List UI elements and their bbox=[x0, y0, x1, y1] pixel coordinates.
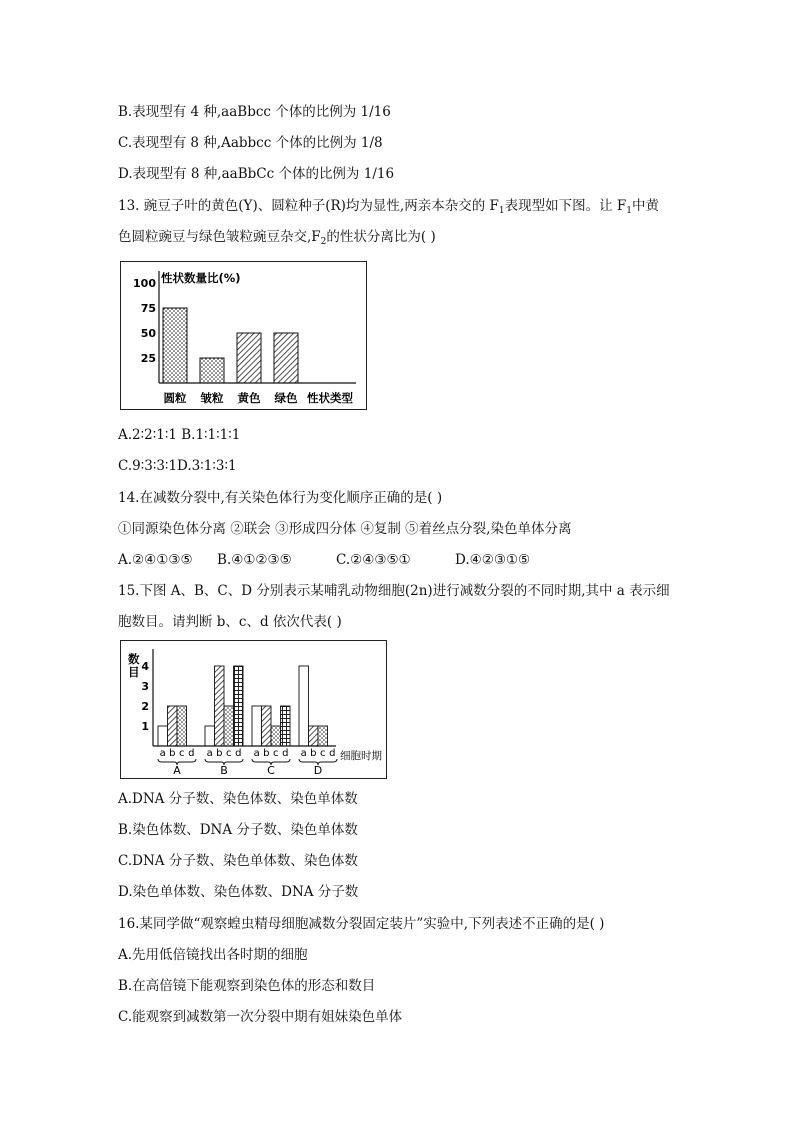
q12-option-c: C.表现型有 8 种,Aabbcc 个体的比例为 1/8 bbox=[118, 135, 383, 151]
q15-subcategory-label: c bbox=[273, 748, 279, 759]
q13-y-tick-label: 50 bbox=[140, 327, 156, 340]
q15-bar-C-d bbox=[281, 706, 291, 746]
q13-y-label: 性状数量比(%) bbox=[161, 271, 241, 285]
q13-category-label: 黄色 bbox=[237, 391, 261, 405]
q15-option-c: C.DNA 分子数、染色单体数、染色体数 bbox=[118, 853, 358, 869]
q15-subcategory-label: c bbox=[320, 748, 326, 759]
q13-chart bbox=[120, 261, 367, 410]
q13-category-label: 圆粒 bbox=[163, 391, 187, 405]
q15-subcategory-label: b bbox=[310, 748, 317, 759]
q15-bar-A-a bbox=[158, 726, 168, 746]
q15-y-tick-label: 2 bbox=[141, 700, 149, 713]
q15-category-label: B bbox=[220, 764, 228, 777]
q15-subcategory-label: d bbox=[282, 748, 289, 759]
q15-y-tick-label: 4 bbox=[141, 660, 149, 673]
q15-y-tick-label: 3 bbox=[141, 680, 149, 693]
q15-bar-B-b bbox=[215, 666, 225, 746]
q15-bar-chart bbox=[121, 641, 386, 778]
q15-subcategory-label: d bbox=[329, 748, 336, 759]
q12-option-b: B.表现型有 4 种,aaBbcc 个体的比例为 1/16 bbox=[118, 104, 391, 120]
q15-x-label: 细胞时期 bbox=[340, 750, 382, 762]
q13-bar-chart bbox=[121, 262, 366, 409]
q14-stem: 14.在减数分裂中,有关染色体行为变化顺序正确的是( ) bbox=[118, 490, 443, 506]
q13-bar-2 bbox=[200, 358, 224, 383]
q13-x-label: 性状类型 bbox=[307, 391, 353, 405]
q15-bar-B-c bbox=[224, 706, 234, 746]
q15-chart bbox=[120, 640, 387, 779]
q15-y-label: 数目 bbox=[128, 652, 140, 679]
q16-stem: 16.某同学做“观察蝗虫精母细胞减数分裂固定装片”实验中,下列表述不正确的是( ) bbox=[118, 916, 605, 932]
q13-y-tick-label: 100 bbox=[133, 277, 156, 290]
q13-y-tick-label: 75 bbox=[140, 302, 156, 315]
q15-option-d: D.染色单体数、染色体数、DNA 分子数 bbox=[118, 884, 359, 900]
q14-option-c: C.②④③⑤① bbox=[336, 552, 411, 568]
q15-stem-line1: 15.下图 A、B、C、D 分别表示某哺乳动物细胞(2n)进行减数分裂的不同时期,其中 a 表示细 bbox=[118, 583, 670, 599]
q15-bar-B-a bbox=[205, 726, 215, 746]
q15-bar-D-b bbox=[309, 726, 319, 746]
q13-y-tick-label: 25 bbox=[140, 352, 156, 365]
q15-subcategory-label: b bbox=[169, 748, 176, 759]
q15-stem-line2: 胞数目。请判断 b、c、d 依次代表( ) bbox=[118, 614, 342, 630]
q15-subcategory-label: c bbox=[179, 748, 185, 759]
q15-subcategory-label: a bbox=[159, 748, 166, 759]
q15-subcategory-label: b bbox=[263, 748, 270, 759]
q13-options-row2: C.9∶3∶3∶1D.3∶1∶3∶1 bbox=[118, 458, 237, 474]
q15-category-label: C bbox=[267, 764, 275, 777]
q15-subcategory-label: a bbox=[253, 748, 260, 759]
q13-options-row1: A.2∶2∶1∶1 B.1∶1∶1∶1 bbox=[118, 427, 241, 443]
q15-option-b: B.染色体数、DNA 分子数、染色单体数 bbox=[118, 822, 358, 838]
q13-bar-4 bbox=[274, 333, 298, 383]
q15-subcategory-label: d bbox=[235, 748, 242, 759]
q15-y-tick-label: 1 bbox=[141, 720, 149, 733]
q15-bar-C-c bbox=[271, 726, 281, 746]
q13-bar-3 bbox=[237, 333, 261, 383]
q14-option-b: B.④①②③⑤ bbox=[217, 552, 292, 568]
q13-bar-1 bbox=[163, 308, 187, 383]
q15-category-label: D bbox=[313, 764, 323, 777]
q12-option-d: D.表现型有 8 种,aaBbCc 个体的比例为 1/16 bbox=[118, 166, 395, 182]
q15-bar-C-b bbox=[262, 706, 272, 746]
q13-stem-line1: 13. 豌豆子叶的黄色(Y)、圆粒种子(R)均为显性,两亲本杂交的 $F_1$表现型如下图。让 $F_1$中黄 bbox=[118, 198, 659, 216]
q15-bar-A-b bbox=[168, 706, 178, 746]
q16-option-c: C.能观察到减数第一次分裂中期有姐妹染色单体 bbox=[118, 1009, 403, 1025]
q15-bar-D-a bbox=[299, 666, 309, 746]
q13-category-label: 绿色 bbox=[274, 391, 298, 405]
q15-subcategory-label: a bbox=[300, 748, 307, 759]
q15-bar-B-d bbox=[234, 666, 244, 746]
q15-subcategory-label: b bbox=[216, 748, 223, 759]
q15-subcategory-label: a bbox=[206, 748, 213, 759]
q16-option-a: A.先用低倍镜找出各时期的细胞 bbox=[118, 947, 308, 963]
q14-option-a: A.②④①③⑤ bbox=[118, 552, 193, 568]
q15-bar-D-c bbox=[318, 726, 328, 746]
q13-stem-line2: 色圆粒豌豆与绿色皱粒豌豆杂交$,F_2$的性状分离比为( ) bbox=[118, 229, 436, 247]
q15-subcategory-label: c bbox=[226, 748, 232, 759]
q15-option-a: A.DNA 分子数、染色体数、染色单体数 bbox=[118, 791, 358, 807]
q14-items: ①同源染色体分离 ②联会 ③形成四分体 ④复制 ⑤着丝点分裂,染色单体分离 bbox=[118, 521, 572, 537]
q16-option-b: B.在高倍镜下能观察到染色体的形态和数目 bbox=[118, 978, 376, 994]
q13-category-label: 皱粒 bbox=[200, 391, 224, 405]
q14-option-d: D.④②③①⑤ bbox=[455, 552, 531, 568]
q15-bar-A-c bbox=[177, 706, 187, 746]
q15-bar-C-a bbox=[252, 706, 262, 746]
q15-subcategory-label: d bbox=[188, 748, 195, 759]
q15-category-label: A bbox=[173, 764, 181, 777]
